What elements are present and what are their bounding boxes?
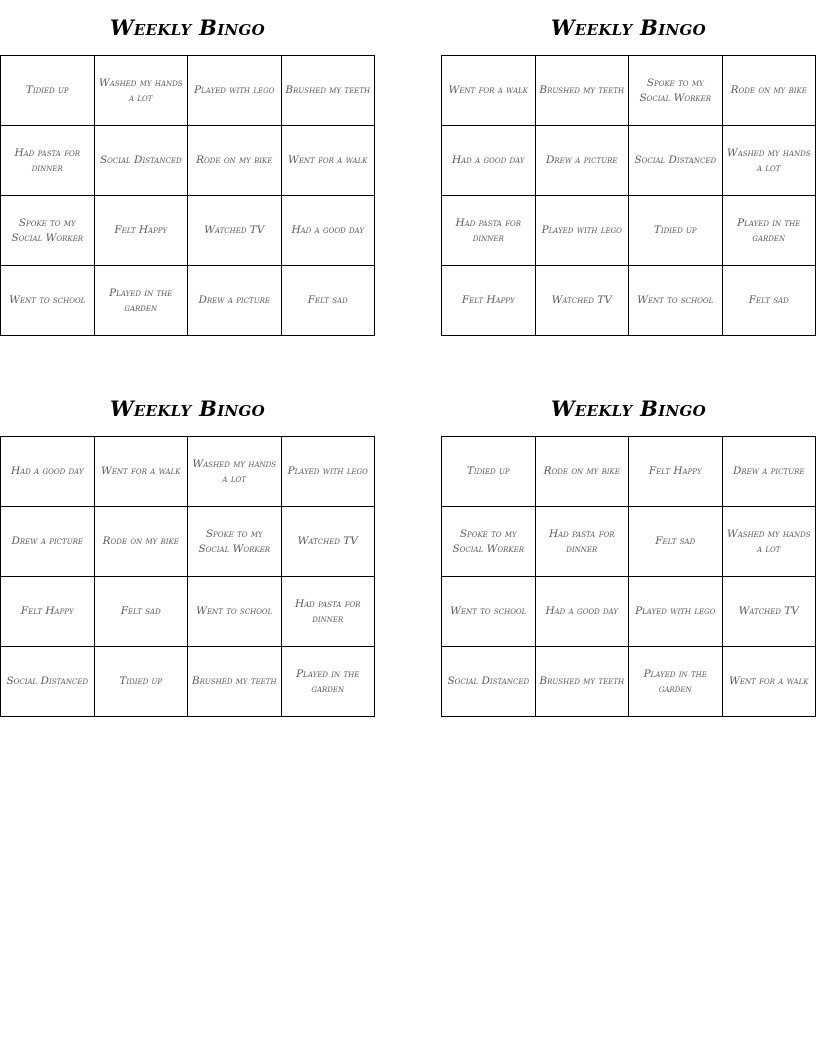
bingo-cell: Rode on my bike [95, 507, 189, 577]
bingo-cell: Went to school [188, 577, 282, 647]
card-title: Weekly Bingo [109, 396, 266, 421]
bingo-cell: Spoke to my Social Worker [629, 56, 723, 126]
bingo-cell: Drew a picture [723, 437, 816, 507]
bingo-cell: Spoke to my Social Worker [442, 507, 536, 577]
bingo-cell: Felt Happy [629, 437, 723, 507]
bingo-cell: Played with lego [282, 437, 376, 507]
bingo-cell: Social Distanced [442, 647, 536, 717]
bingo-cell: Spoke to my Social Worker [1, 196, 95, 266]
bingo-cell: Played in the garden [95, 266, 189, 336]
bingo-cell: Felt Happy [442, 266, 536, 336]
bingo-cell: Played in the garden [282, 647, 376, 717]
bingo-cell: Played in the garden [629, 647, 723, 717]
bingo-cell: Had a good day [1, 437, 95, 507]
bingo-cell: Social Distanced [629, 126, 723, 196]
bingo-cell: Went to school [1, 266, 95, 336]
bingo-cell: Had a good day [442, 126, 536, 196]
bingo-cell: Went to school [629, 266, 723, 336]
bingo-grid [0, 55, 375, 336]
bingo-cell: Felt Happy [95, 196, 189, 266]
bingo-card [441, 393, 816, 717]
bingo-cell: Watched TV [188, 196, 282, 266]
bingo-cell: Drew a picture [1, 507, 95, 577]
bingo-cell: Washed my hands a lot [723, 126, 816, 196]
bingo-cell: Had pasta for dinner [282, 577, 376, 647]
bingo-cell: Felt sad [95, 577, 189, 647]
bingo-cell: Tidied up [442, 437, 536, 507]
bingo-cell: Went for a walk [723, 647, 816, 717]
bingo-cell: Went for a walk [442, 56, 536, 126]
bingo-cell: Rode on my bike [188, 126, 282, 196]
bingo-cell: Brushed my teeth [536, 56, 630, 126]
bingo-cell: Tidied up [629, 196, 723, 266]
bingo-cell: Had pasta for dinner [1, 126, 95, 196]
bingo-grid [441, 436, 816, 717]
card-title: Weekly Bingo [550, 15, 707, 40]
bingo-cell: Felt Happy [1, 577, 95, 647]
bingo-cell: Felt sad [282, 266, 376, 336]
bingo-cell: Played with lego [536, 196, 630, 266]
bingo-cell: Drew a picture [536, 126, 630, 196]
bingo-cell: Had pasta for dinner [442, 196, 536, 266]
bingo-cell: Tidied up [1, 56, 95, 126]
bingo-cell: Brushed my teeth [188, 647, 282, 717]
card-title: Weekly Bingo [109, 15, 266, 40]
bingo-cell: Social Distanced [1, 647, 95, 717]
bingo-card [441, 12, 816, 336]
bingo-cell: Spoke to my Social Worker [188, 507, 282, 577]
bingo-cell: Went for a walk [282, 126, 376, 196]
bingo-cell: Had a good day [536, 577, 630, 647]
bingo-cell: Felt sad [723, 266, 816, 336]
bingo-cell: Brushed my teeth [282, 56, 376, 126]
bingo-cell: Rode on my bike [723, 56, 816, 126]
bingo-cell: Watched TV [536, 266, 630, 336]
bingo-cell: Rode on my bike [536, 437, 630, 507]
bingo-grid [441, 55, 816, 336]
bingo-cell: Watched TV [282, 507, 376, 577]
bingo-card [0, 12, 375, 336]
bingo-cell: Played with lego [629, 577, 723, 647]
bingo-cell: Drew a picture [188, 266, 282, 336]
bingo-cell: Had pasta for dinner [536, 507, 630, 577]
bingo-cell: Went to school [442, 577, 536, 647]
bingo-cell: Played with lego [188, 56, 282, 126]
bingo-cell: Brushed my teeth [536, 647, 630, 717]
bingo-cell: Washed my hands a lot [723, 507, 816, 577]
bingo-cell: Washed my hands a lot [95, 56, 189, 126]
bingo-cell: Tidied up [95, 647, 189, 717]
bingo-cell: Watched TV [723, 577, 816, 647]
bingo-cell: Social Distanced [95, 126, 189, 196]
bingo-cell: Felt sad [629, 507, 723, 577]
bingo-cell: Had a good day [282, 196, 376, 266]
bingo-card [0, 393, 375, 717]
bingo-cell: Played in the garden [723, 196, 816, 266]
bingo-grid [0, 436, 375, 717]
card-title: Weekly Bingo [550, 396, 707, 421]
bingo-cell: Went for a walk [95, 437, 189, 507]
bingo-cell: Washed my hands a lot [188, 437, 282, 507]
